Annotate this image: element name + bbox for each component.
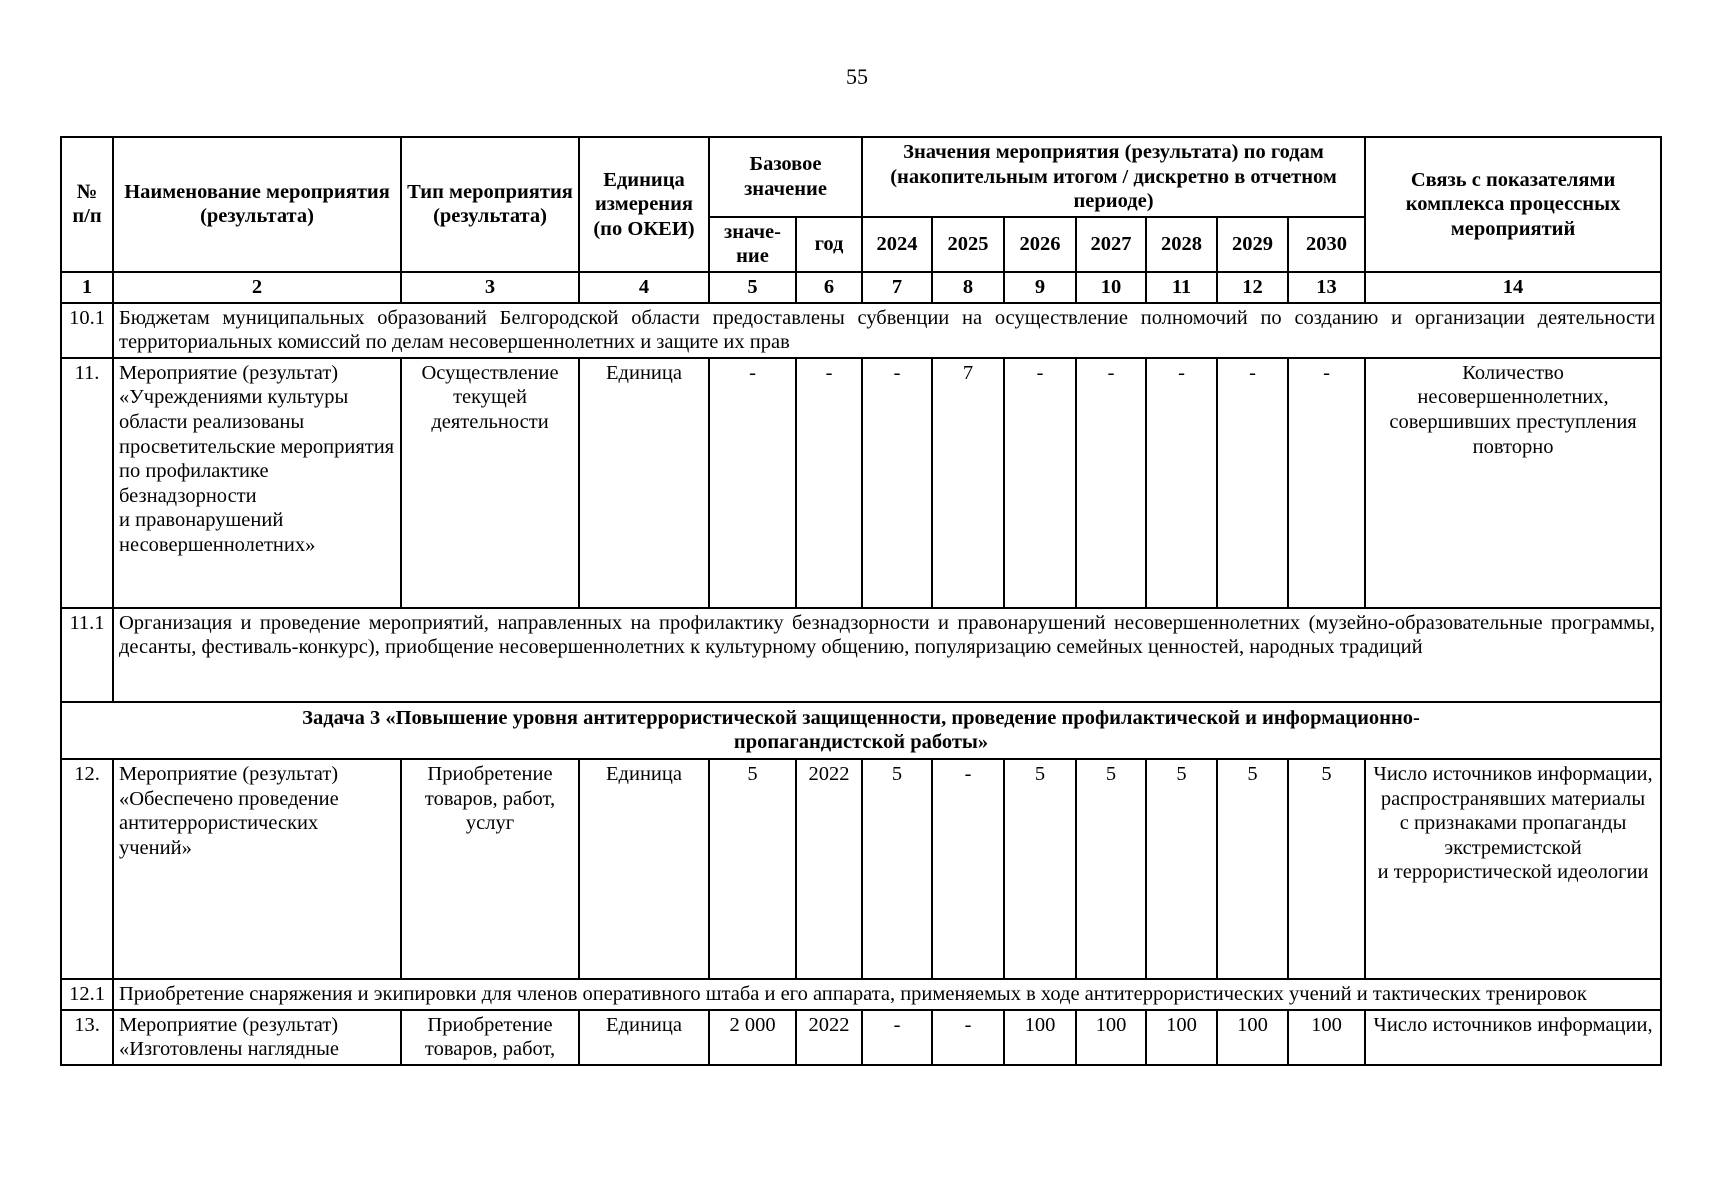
measure-type: Приобретение товаров, работ, [401,1010,579,1065]
table-row-11-1 [61,608,1661,702]
header-year-2028: 2028 [1146,217,1217,272]
column-number: 4 [579,272,709,303]
header-year-2025: 2025 [932,217,1004,272]
header-year-2029: 2029 [1217,217,1288,272]
indicator-link: Число источников информации, распространявших материалы с признаками пропаганды экстремистской и террористической идеологии [1365,759,1661,979]
value-2025: - [932,759,1004,979]
value-2026: 100 [1004,1010,1076,1065]
table-row-11 [61,358,1661,608]
column-number: 9 [1004,272,1076,303]
column-number: 10 [1076,272,1146,303]
base-year: 2022 [796,1010,862,1065]
header-year-2024: 2024 [862,217,932,272]
header-type: Тип мероприятия (результата) [401,137,579,272]
table-row-13 [61,1010,1661,1065]
value-2029: 100 [1217,1010,1288,1065]
value-2026: - [1004,358,1076,608]
header-base: Базовое значение [709,137,862,217]
header-link: Связь с показателями комплекса процессных мероприятий [1365,137,1661,272]
header-year-2026: 2026 [1004,217,1076,272]
column-number: 7 [862,272,932,303]
column-number: 6 [796,272,862,303]
row-number: 11. [61,358,113,608]
sub-measure-text: Бюджетам муниципальных образований Белгородской области предоставлены субвенции на осуществление полномочий по созданию и организации деятельности территориальных комиссий по делам несовершеннолетних и защите их прав [113,303,1661,358]
value-2024: 5 [862,759,932,979]
header-year-2030: 2030 [1288,217,1365,272]
measure-unit: Единица [579,759,709,979]
row-number: 11.1 [61,608,113,702]
value-2027: - [1076,358,1146,608]
row-number: 13. [61,1010,113,1065]
column-number: 3 [401,272,579,303]
row-number: 10.1 [61,303,113,358]
measures-table [60,136,1662,1066]
sub-measure-text: Организация и проведение мероприятий, направленных на профилактику безнадзорности и правонарушений несовершеннолетних (музейно-образовательные программы, десанты, фестиваль-конкурс), приобщение несовершеннолетних к культурному общению, популяризацию семейных ценностей, народных традиций [113,608,1661,702]
value-2028: - [1146,358,1217,608]
row-number: 12. [61,759,113,979]
measure-name: Мероприятие (результат) «Учреждениями культуры области реализованы просветительские мероприятия по профилактике безнадзорности и правонарушений несовершеннолетних» [113,358,401,608]
value-2028: 100 [1146,1010,1217,1065]
base-year: 2022 [796,759,862,979]
task-heading: Задача 3 «Повышение уровня антитеррористической защищенности, проведение профилактической и информационно-пропагандистской работы» [61,702,1661,759]
value-2028: 5 [1146,759,1217,979]
column-number: 5 [709,272,796,303]
indicator-link: Количество несовершеннолетних, совершивших преступления повторно [1365,358,1661,608]
header-name: Наименование мероприятия (результата) [113,137,401,272]
header-row-1 [61,137,1661,217]
value-2025: 7 [932,358,1004,608]
page-number: 55 [846,64,868,89]
column-number: 12 [1217,272,1288,303]
value-2027: 5 [1076,759,1146,979]
measure-unit: Единица [579,1010,709,1065]
value-2030: 100 [1288,1010,1365,1065]
value-2030: 5 [1288,759,1365,979]
value-2025: - [932,1010,1004,1065]
table-row-10-1 [61,303,1661,358]
value-2029: 5 [1217,759,1288,979]
indicator-link: Число источников информации, [1365,1010,1661,1065]
base-value: - [709,358,796,608]
value-2027: 100 [1076,1010,1146,1065]
header-num: № п/п [61,137,113,272]
row-number: 12.1 [61,979,113,1010]
measure-name: Мероприятие (результат) «Изготовлены наглядные [113,1010,401,1065]
header-year-2027: 2027 [1076,217,1146,272]
measure-type: Осуществление текущей деятельности [401,358,579,608]
header-unit: Единица измерения (по ОКЕИ) [579,137,709,272]
value-2029: - [1217,358,1288,608]
column-number: 1 [61,272,113,303]
column-number: 14 [1365,272,1661,303]
column-numbers-row [61,272,1661,303]
base-value: 5 [709,759,796,979]
header-base-value: значе-ние [709,217,796,272]
base-year: - [796,358,862,608]
base-value: 2 000 [709,1010,796,1065]
column-number: 11 [1146,272,1217,303]
value-2026: 5 [1004,759,1076,979]
table-row-12-1 [61,979,1661,1010]
column-number: 13 [1288,272,1365,303]
column-number: 8 [932,272,1004,303]
header-base-year: год [796,217,862,272]
table-row-12 [61,759,1661,979]
measure-name: Мероприятие (результат) «Обеспечено проведение антитеррористических учений» [113,759,401,979]
measure-type: Приобретение товаров, работ, услуг [401,759,579,979]
task-row [61,702,1661,759]
column-number: 2 [113,272,401,303]
header-years-group: Значения мероприятия (результата) по годам (накопительным итогом / дискретно в отчетном периоде) [862,137,1365,217]
measure-unit: Единица [579,358,709,608]
value-2030: - [1288,358,1365,608]
sub-measure-text: Приобретение снаряжения и экипировки для членов оперативного штаба и его аппарата, применяемых в ходе антитеррористических учений и тактических тренировок [113,979,1661,1010]
value-2024: - [862,358,932,608]
value-2024: - [862,1010,932,1065]
